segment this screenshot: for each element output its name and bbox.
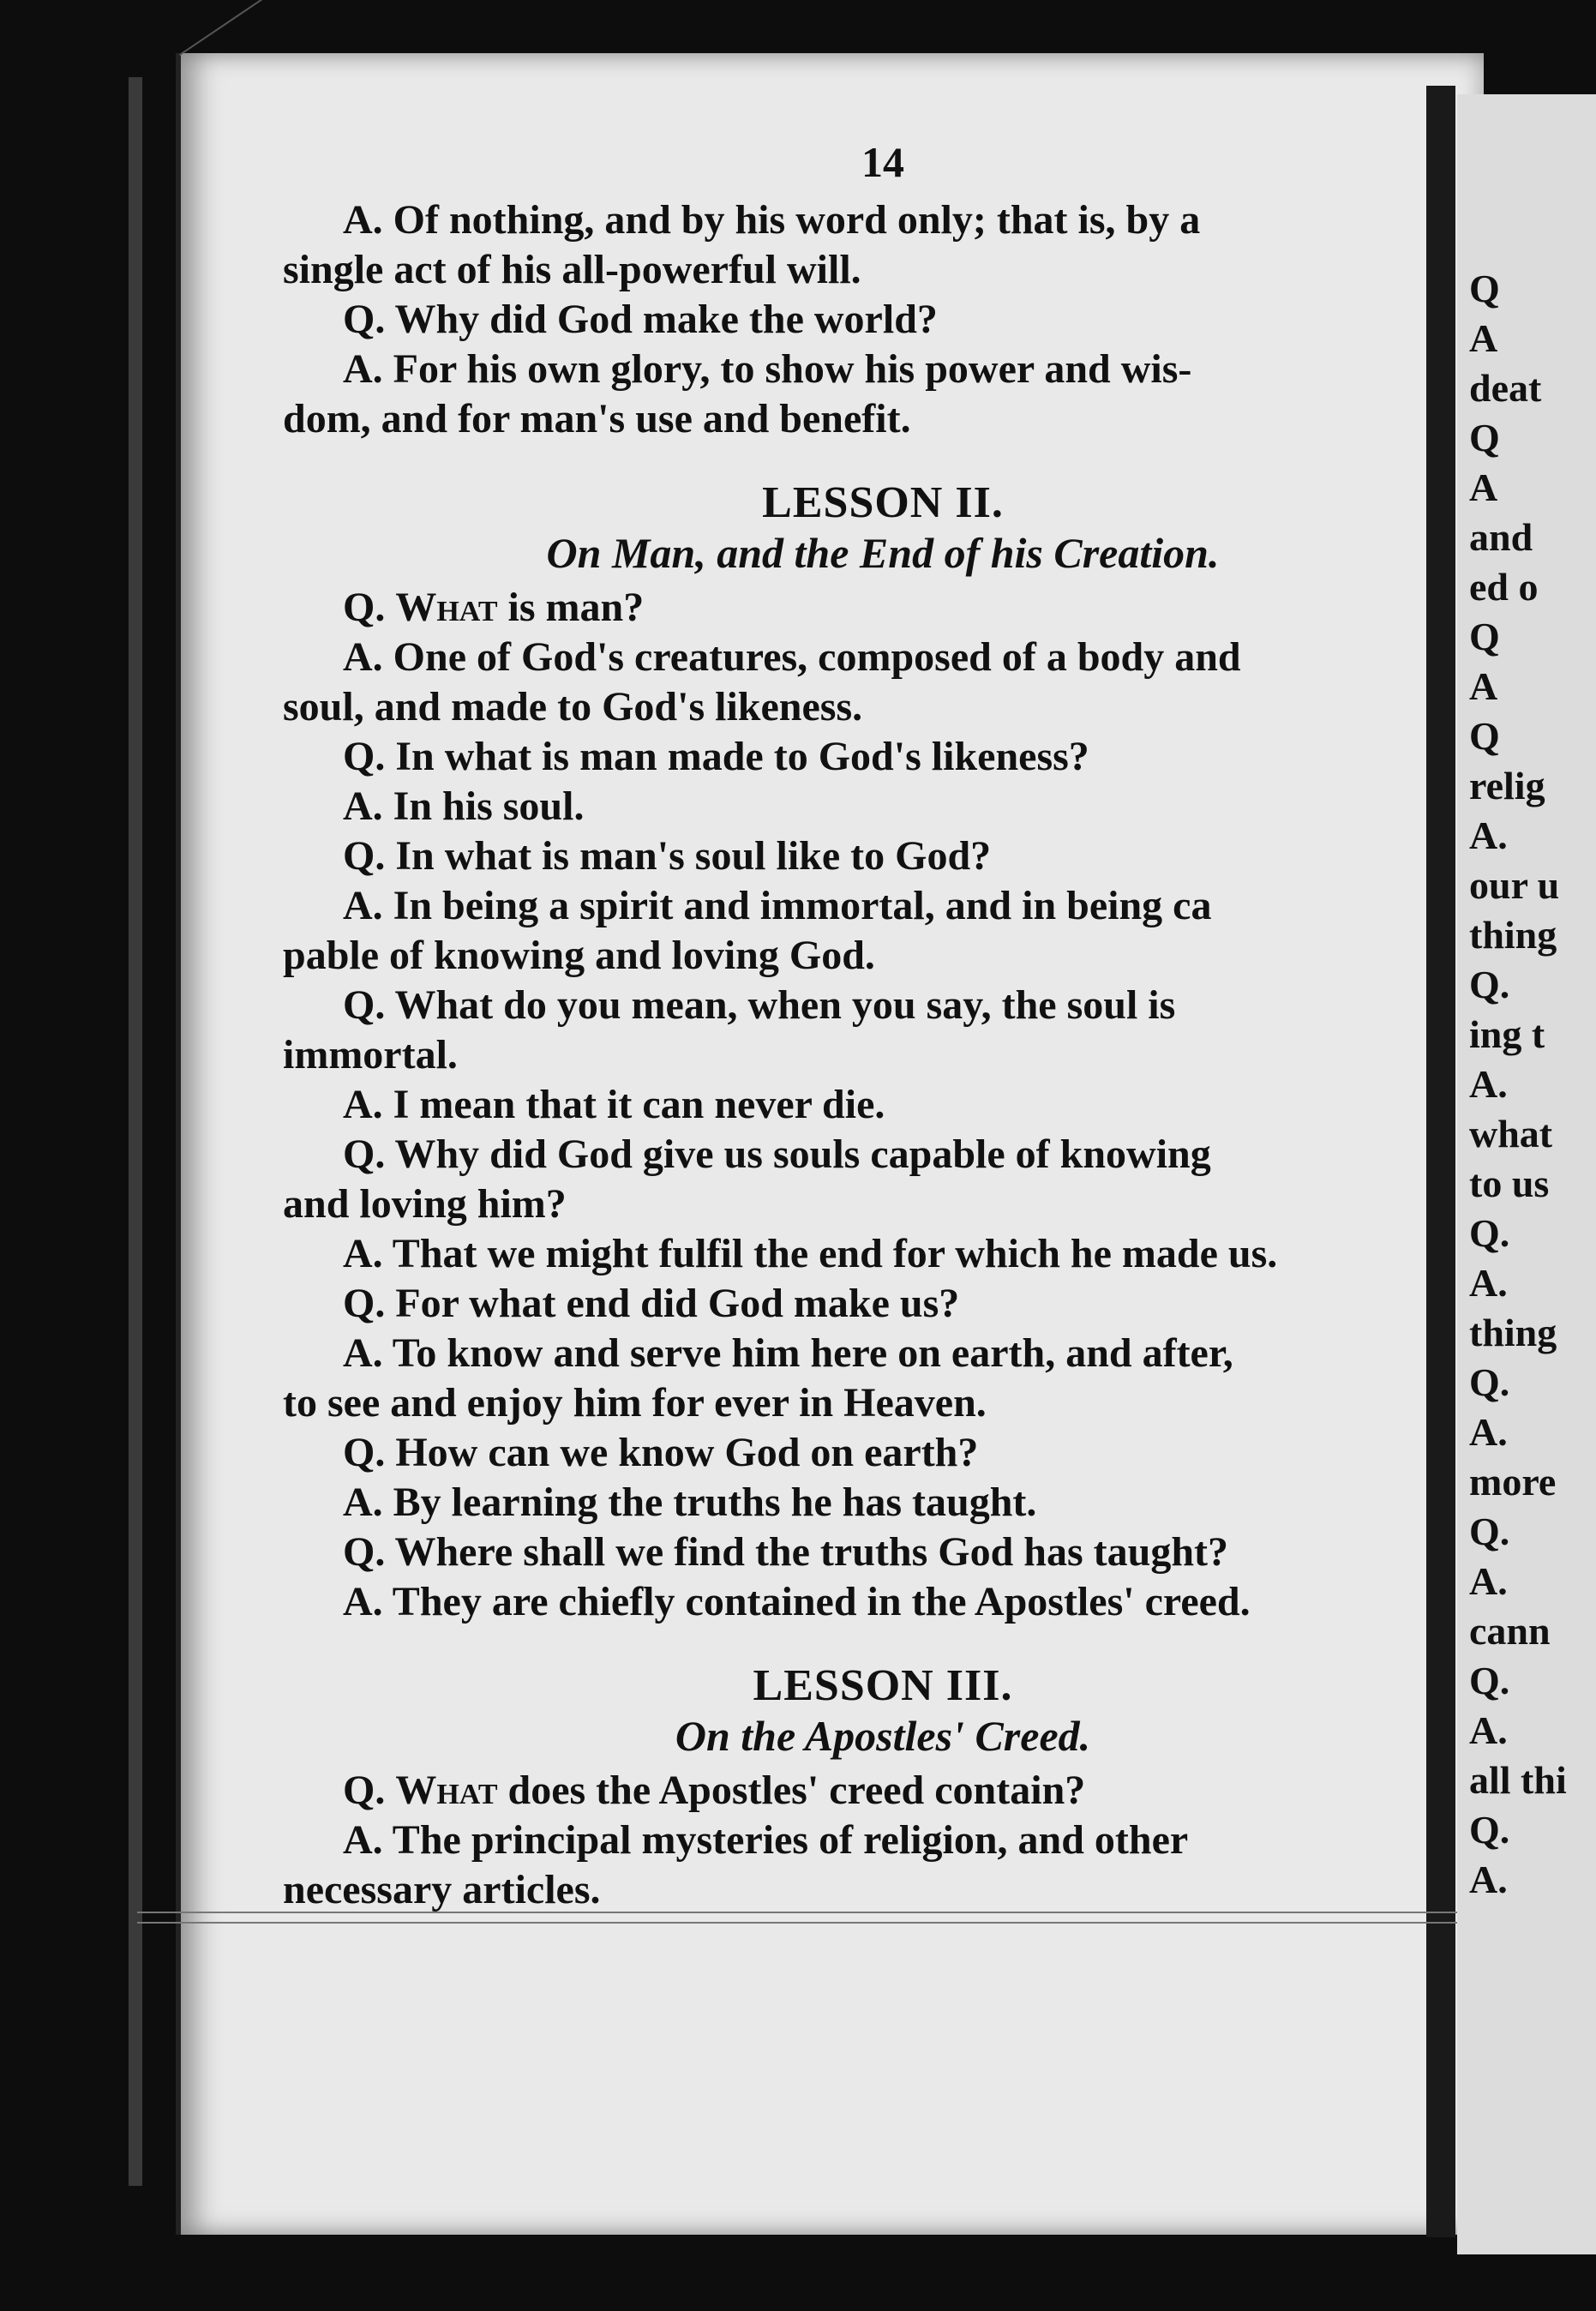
next-page-text-fragment: to us xyxy=(1469,1162,1550,1205)
next-page-text-fragment: A. xyxy=(1469,813,1508,857)
text-line: to see and enjoy him for ever in Heaven. xyxy=(283,1380,987,1426)
text-line: necessary articles. xyxy=(283,1867,601,1912)
next-page-text-fragment: all thi xyxy=(1469,1758,1567,1802)
next-page-text-fragment: Q. xyxy=(1469,963,1510,1006)
text-line: Q. Why did God make the world? xyxy=(343,297,938,342)
text-line: immortal. xyxy=(283,1032,458,1077)
next-page-text-fragment: cann xyxy=(1469,1609,1551,1653)
lesson-2-first-question: Q. What is man? xyxy=(343,585,645,630)
text-line: Q. How can we know God on earth? xyxy=(343,1430,979,1475)
next-page-text-fragment: A. xyxy=(1469,1858,1508,1901)
lesson-2-title: LESSON II. xyxy=(762,478,1004,527)
next-page-text-fragment: more xyxy=(1469,1460,1557,1504)
text-line: dom, and for man's use and benefit. xyxy=(283,396,911,441)
text-line: Q. What do you mean, when you say, the soul is xyxy=(343,982,1176,1028)
text-line: A. In his soul. xyxy=(343,783,585,829)
next-page-text-fragment: ing t xyxy=(1469,1012,1545,1056)
next-page-text-fragment: Q. xyxy=(1469,1510,1510,1553)
next-page-text-fragment: thing xyxy=(1469,1311,1557,1354)
text-line: A. The principal mysteries of religion, and other xyxy=(343,1817,1189,1863)
next-page-text-fragment: Q xyxy=(1469,615,1500,658)
next-page-fragment xyxy=(1457,94,1596,2254)
text-line: A. They are chiefly contained in the Apostles' creed. xyxy=(343,1579,1251,1624)
text-line: A. In being a spirit and immortal, and in being ca xyxy=(343,883,1212,928)
lesson-2-subtitle: On Man, and the End of his Creation. xyxy=(546,529,1220,577)
lesson-3-body xyxy=(283,1816,1431,1915)
next-page-text-fragment: A xyxy=(1469,664,1498,708)
lesson-3-subtitle: On the Apostles' Creed. xyxy=(675,1712,1091,1760)
opening-answers xyxy=(283,195,1431,444)
next-page-text-fragment: A. xyxy=(1469,1062,1508,1106)
crease-line xyxy=(179,0,578,56)
lesson-2-body xyxy=(283,633,1431,1627)
next-page-text-fragment: Q. xyxy=(1469,1211,1510,1255)
page-text xyxy=(283,137,1431,1915)
text-line: Q. Why did God give us souls capable of knowing xyxy=(343,1131,1211,1177)
next-page-text-fragment: A. xyxy=(1469,1708,1508,1752)
text-line: pable of knowing and loving God. xyxy=(283,933,875,978)
text-line: and loving him? xyxy=(283,1181,567,1227)
text-line: A. I mean that it can never die. xyxy=(343,1082,885,1127)
lesson-3-first-question: Q. What does the Apostles' creed contain? xyxy=(343,1768,1086,1813)
next-page-text-fragment: Q. xyxy=(1469,1360,1510,1404)
text-line: A. For his own glory, to show his power and wis- xyxy=(343,346,1192,392)
text-line: Q. For what end did God make us? xyxy=(343,1281,960,1326)
text-line: Q. Where shall we find the truths God has taught? xyxy=(343,1529,1229,1575)
text-line: A. To know and serve him here on earth, and after, xyxy=(343,1330,1233,1376)
text-line: A. That we might fulfil the end for which he made us. xyxy=(343,1231,1278,1276)
next-page-text-fragment: our u xyxy=(1469,863,1560,907)
lesson-3-title: LESSON III. xyxy=(753,1661,1013,1710)
next-page-text-fragment: deat xyxy=(1469,366,1542,410)
page-edge-shadow xyxy=(129,77,142,2186)
text-line: A. One of God's creatures, composed of a body and xyxy=(343,634,1241,680)
next-page-text-fragment: A. xyxy=(1469,1261,1508,1305)
next-page-text-fragment: Q. xyxy=(1469,1659,1510,1702)
text-line: single act of his all-powerful will. xyxy=(283,247,861,292)
next-page-text-fragment: ed o xyxy=(1469,565,1539,609)
next-page-text-fragment: thing xyxy=(1469,913,1557,957)
next-page-text-fragment: A xyxy=(1469,465,1498,509)
text-line: soul, and made to God's likeness. xyxy=(283,684,863,729)
text-line: A. Of nothing, and by his word only; that is, by a xyxy=(343,197,1201,243)
text-line: Q. In what is man made to God's likeness? xyxy=(343,734,1089,779)
page-number: 14 xyxy=(861,138,904,186)
next-page-text-fragment: Q. xyxy=(1469,1808,1510,1852)
text-line: A. By learning the truths he has taught. xyxy=(343,1480,1037,1525)
next-page-text-fragment: Q xyxy=(1469,714,1500,758)
next-page-text-fragment: and xyxy=(1469,515,1533,559)
next-page-text-fragment: A. xyxy=(1469,1559,1508,1603)
text-line: Q. In what is man's soul like to God? xyxy=(343,833,992,879)
next-page-text-fragment: Q xyxy=(1469,416,1500,459)
next-page-text-fragment: A xyxy=(1469,316,1498,360)
next-page-text-fragment: Q xyxy=(1469,267,1500,310)
scan-rule-line xyxy=(137,1922,1457,1924)
next-page-text-fragment: A. xyxy=(1469,1410,1508,1454)
next-page-text-fragment: what xyxy=(1469,1112,1553,1156)
next-page-text-fragment: relig xyxy=(1469,764,1545,807)
